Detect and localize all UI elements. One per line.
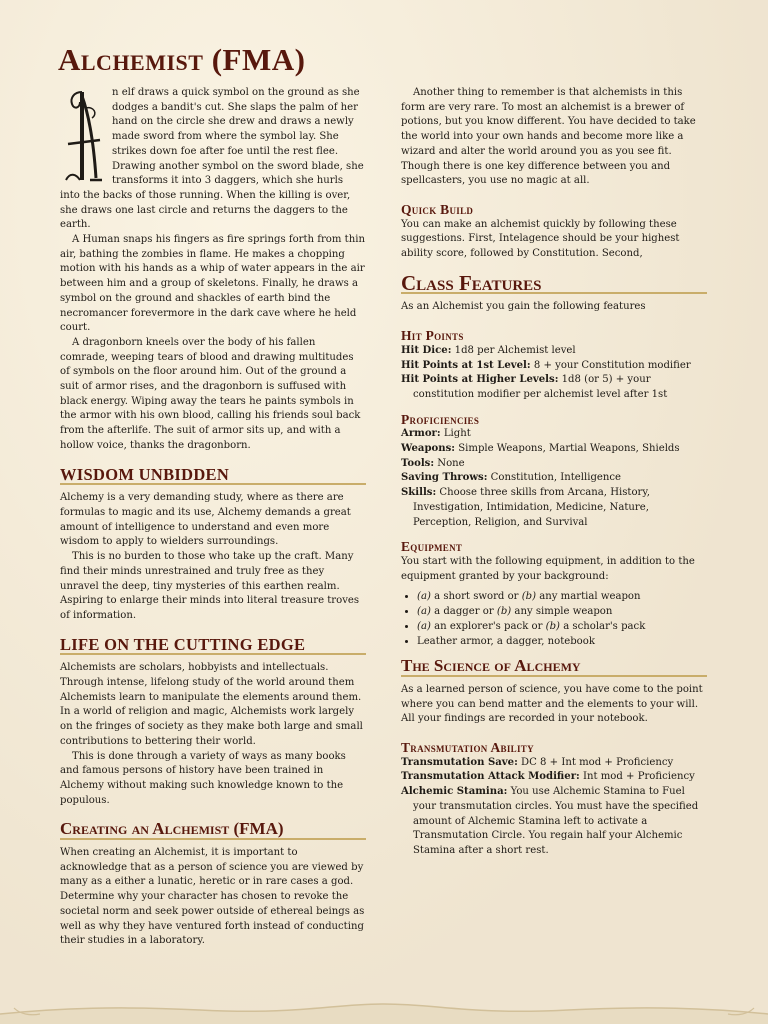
option-a: (a) <box>417 620 431 632</box>
footer-ornament-icon <box>0 984 768 1024</box>
option-a: (a) <box>417 591 431 603</box>
transmutation-save-line <box>401 756 707 771</box>
feature-value: None <box>434 457 465 469</box>
hp-higher-levels-line <box>401 373 707 402</box>
intro-paragraph-1: n elf draws a quick symbol on the ground as she dodges a bandit's cut. She slaps the palm of her hand on the circle she drew and draws a newly made sword from where the symbol lay. She strikes down foe after foe until the rest flee. Drawing another symbol on the sword blade, she transforms it into 3 daggers, which she hurls into the backs of those running. When the killing is over, she draws one last circle and returns the daggers to the earth. <box>60 87 364 231</box>
feature-value: Light <box>440 428 471 440</box>
option-b: (b) <box>545 620 560 632</box>
heading-transmutation-ability: Transmutation Ability <box>401 740 534 756</box>
feature-label: Skills: <box>401 487 437 499</box>
right-intro-paragraph: Another thing to remember is that alchemists in this form are very rare. To most an alchemist is a brewer of potions, but you know different. You have decided to take the world into your own hands and become more like a wizard and alter the world around you as you see fit. Though there is one key difference between you and spellcasters, you use no magic at all. <box>401 87 696 187</box>
option-a: (a) <box>417 606 431 618</box>
feature-value: Simple Weapons, Martial Weapons, Shields <box>455 443 680 455</box>
page-title: Alchemist (FMA) <box>58 42 306 77</box>
feature-value: Choose three skills from Arcana, History, Investigation, Intimidation, Medicine, Nature, Perception, Religion, and Survival <box>413 487 650 528</box>
heading-equipment: Equipment <box>401 539 463 555</box>
equipment-list <box>401 590 707 649</box>
weapons-line <box>401 442 707 457</box>
quick-build-text: You can make an alchemist quickly by following these suggestions. First, Intelagence should be your highest ability score, followed by Constitution. Second, <box>401 218 680 260</box>
saving-throws-line <box>401 471 707 486</box>
option-b: (b) <box>521 591 537 603</box>
feature-value: 1d8 per Alchemist level <box>451 344 576 356</box>
list-item: • Leather armor, a dagger, notebook <box>417 635 707 650</box>
creating-paragraph-1: When creating an Alchemist, it is important to acknowledge that as a person of science you are viewed by many as a either a lunatic, heretic or in rare cases a god. Determine why your character has chosen to revoke the societal norm and seek power outside of ethereal beings as well as why they have ventured forth instead of conducting their studies in a laboratory. <box>60 847 365 947</box>
option-text: any simple weapon <box>511 606 613 618</box>
heading-proficiencies: Proficiencies <box>401 411 480 427</box>
option-text: an explorer's pack or <box>430 620 546 632</box>
tools-line <box>401 457 707 472</box>
class-features-text: As an Alchemist you gain the following features <box>401 301 646 313</box>
feature-value: You use Alchemic Stamina to Fuel your transmutation circles. You must have the specified amount of Alchemic Stamina left to activate a Transmutation Circle. You regain half your Alchemic Stamina after a short rest. <box>413 786 699 856</box>
feature-label: Hit Points at Higher Levels: <box>401 374 559 386</box>
feature-label: Hit Points at 1st Level: <box>401 359 531 371</box>
left-column <box>60 86 366 949</box>
dropcap-letter <box>60 88 104 184</box>
heading-quick-build: Quick Build <box>401 201 474 217</box>
hp-first-level-line <box>401 359 707 374</box>
option-text: any martial weapon <box>536 591 641 603</box>
alchemic-stamina-line <box>401 785 707 859</box>
list-item <box>417 590 707 605</box>
feature-label: Transmutation Save: <box>401 756 518 768</box>
right-column <box>401 86 707 859</box>
edge-paragraph-2: This is done through a variety of ways as many books and famous persons of history have been trained in Alchemy without making such knowledge known to the populous. <box>60 750 346 806</box>
heading-class-features: Class Features <box>401 276 707 295</box>
dropcap-ornament-icon <box>60 88 104 184</box>
heading-science-of-alchemy: The Science of Alchemy <box>401 659 707 677</box>
feature-label: Alchemic Stamina: <box>401 786 508 798</box>
feature-label: Saving Throws: <box>401 472 488 484</box>
wisdom-paragraph-2: This is no burden to those who take up the craft. Many find their minds unrestrained and truly free as they unravel the deep, tiny mysteries of this earthen realm. Aspiring to enlarge their minds into literal treasure troves of information. <box>60 551 360 621</box>
feature-value: Int mod + Proficiency <box>579 771 695 783</box>
wisdom-paragraph-1: Alchemy is a very demanding study, where as there are formulas to magic and its use, Alchemy demands a great amount of intelligence to understand and even more wisdom to apply to wielders surroundings. <box>60 492 351 548</box>
heading-creating-alchemist: Creating an Alchemist (FMA) <box>60 822 366 840</box>
heading-cutting-edge: LIFE ON THE CUTTING EDGE <box>60 638 366 656</box>
option-text: a dagger or <box>430 606 497 618</box>
feature-label: Tools: <box>401 457 435 469</box>
armor-line <box>401 427 707 442</box>
list-item <box>417 620 707 635</box>
science-text: As a learned person of science, you have come to the point where you can bend matter and the elements to your will. All your findings are recorded in your notebook. <box>401 683 703 725</box>
heading-wisdom-unbidden: WISDOM UNBIDDEN <box>60 468 366 486</box>
feature-value: DC 8 + Int mod + Proficiency <box>517 756 674 768</box>
feature-label: Hit Dice: <box>401 344 452 356</box>
heading-hit-points: Hit Points <box>401 328 464 344</box>
hit-dice-line <box>401 344 707 359</box>
option-b: (b) <box>496 606 512 618</box>
feature-label: Weapons: <box>401 443 456 455</box>
feature-label: Armor: <box>401 428 441 440</box>
feature-value: 8 + your Constitution modifier <box>530 359 691 371</box>
option-text: a short sword or <box>430 591 522 603</box>
option-text: a scholar's pack <box>559 620 646 632</box>
feature-label: Transmutation Attack Modifier: <box>401 771 580 783</box>
feature-value: Constitution, Intelligence <box>487 472 622 484</box>
edge-paragraph-1: Alchemists are scholars, hobbyists and intellectuals. Through intense, lifelong study of the world around them Alchemists learn to manipulate the elements around them. In a world of religion and magic, Alchemists work largely on the fringes of society as they make both large and small contributions to bettering their world. <box>60 662 363 747</box>
transmutation-attack-line <box>401 770 707 785</box>
list-item <box>417 605 707 620</box>
intro-paragraph-2: A Human snaps his fingers as fire springs forth from thin air, bathing the zombies in flame. He makes a chopping motion with his hands as a whip of water appears in the air between him and a group of skeletons. Finally, he draws a symbol on the ground and shackles of earth bind the necromancer forevermore in the dark cave where he held court. <box>60 234 365 334</box>
feature-value: 1d8 (or 5) + your constitution modifier per alchemist level after 1st <box>413 374 668 400</box>
equipment-text: You start with the following equipment, in addition to the equipment granted by your background: <box>401 555 695 582</box>
skills-line <box>401 486 707 530</box>
intro-paragraph-3: A dragonborn kneels over the body of his fallen comrade, weeping tears of blood and drawing multitudes of symbols on the floor around him. Out of the ground a suit of armor rises, and the dragonborn is suffused with black energy. Wiping away the tears he paints symbols in the armor with his own blood, calling his friends soul back from the afterlife. The suit of armor sits up, and with a hollow voice, thanks the dragonborn. <box>60 336 361 451</box>
